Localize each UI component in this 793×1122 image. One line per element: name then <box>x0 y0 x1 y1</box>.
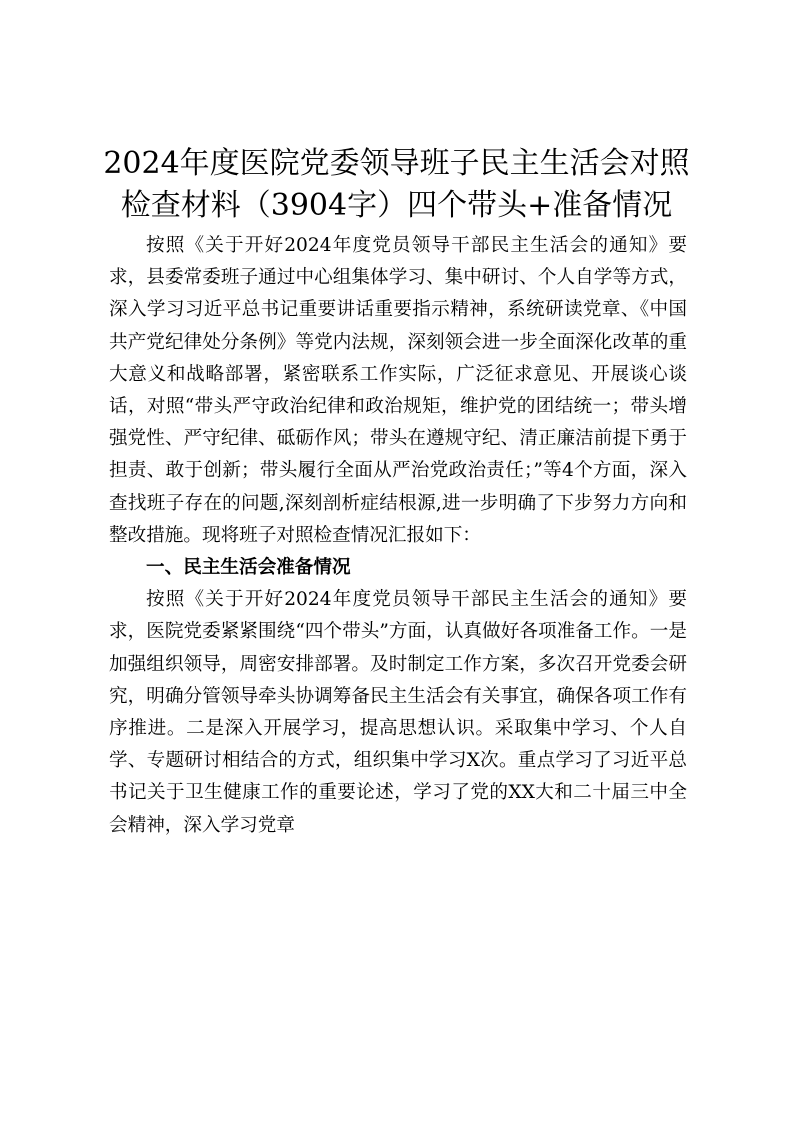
document-body <box>109 230 687 842</box>
section-1-heading: 一、民主生活会准备情况 <box>146 557 351 579</box>
section-1-paragraph: 按照《关于开好2024年度党员领导干部民主生活会的通知》要求，医院党委紧紧围绕“四个带头”方面，认真做好各项准备工作。一是加强组织领导，周密安排部署。及时制定工作方案，多次召开党委会研究，明确分管领导牵头协调筹备民主生活会有关事宜，确保各项工作有序推进。二是深入开展学习，提高思想认识。采取集中学习、个人自学、专题研讨相结合的方式，组织集中学习X次。重点学习了习近平总书记关于卫生健康工作的重要论述，学习了党的XX大和二十届三中全会精神，深入学习党章 <box>109 589 687 836</box>
document-title-line-1: 2024年度医院党委领导班子民主生活会对照 <box>103 146 690 181</box>
document-title-line-2: 检查材料（3904字）四个带头+准备情况 <box>120 188 673 223</box>
intro-paragraph: 按照《关于开好2024年度党员领导干部民主生活会的通知》要求，县委常委班子通过中心组集体学习、集中研讨、个人自学等方式，深入学习习近平总书记重要讲话重要指示精神，系统研读党章、《中国共产党纪律处分条例》等党内法规，深刻领会进一步全面深化改革的重大意义和战略部署，紧密联系工作实际，广泛征求意见、开展谈心谈话，对照“带头严守政治纪律和政治规矩，维护党的团结统一；带头增强党性、严守纪律、砥砺作风；带头在遵规守纪、清正廉洁前提下勇于担责、敢于创新；带头履行全面从严治党政治责任；”等4个方面，深入查找班子存在的问题,深刻剖析症结根源,进一步明确了下步努力方向和整改措施。现将班子对照检查情况汇报如下： <box>109 235 687 546</box>
